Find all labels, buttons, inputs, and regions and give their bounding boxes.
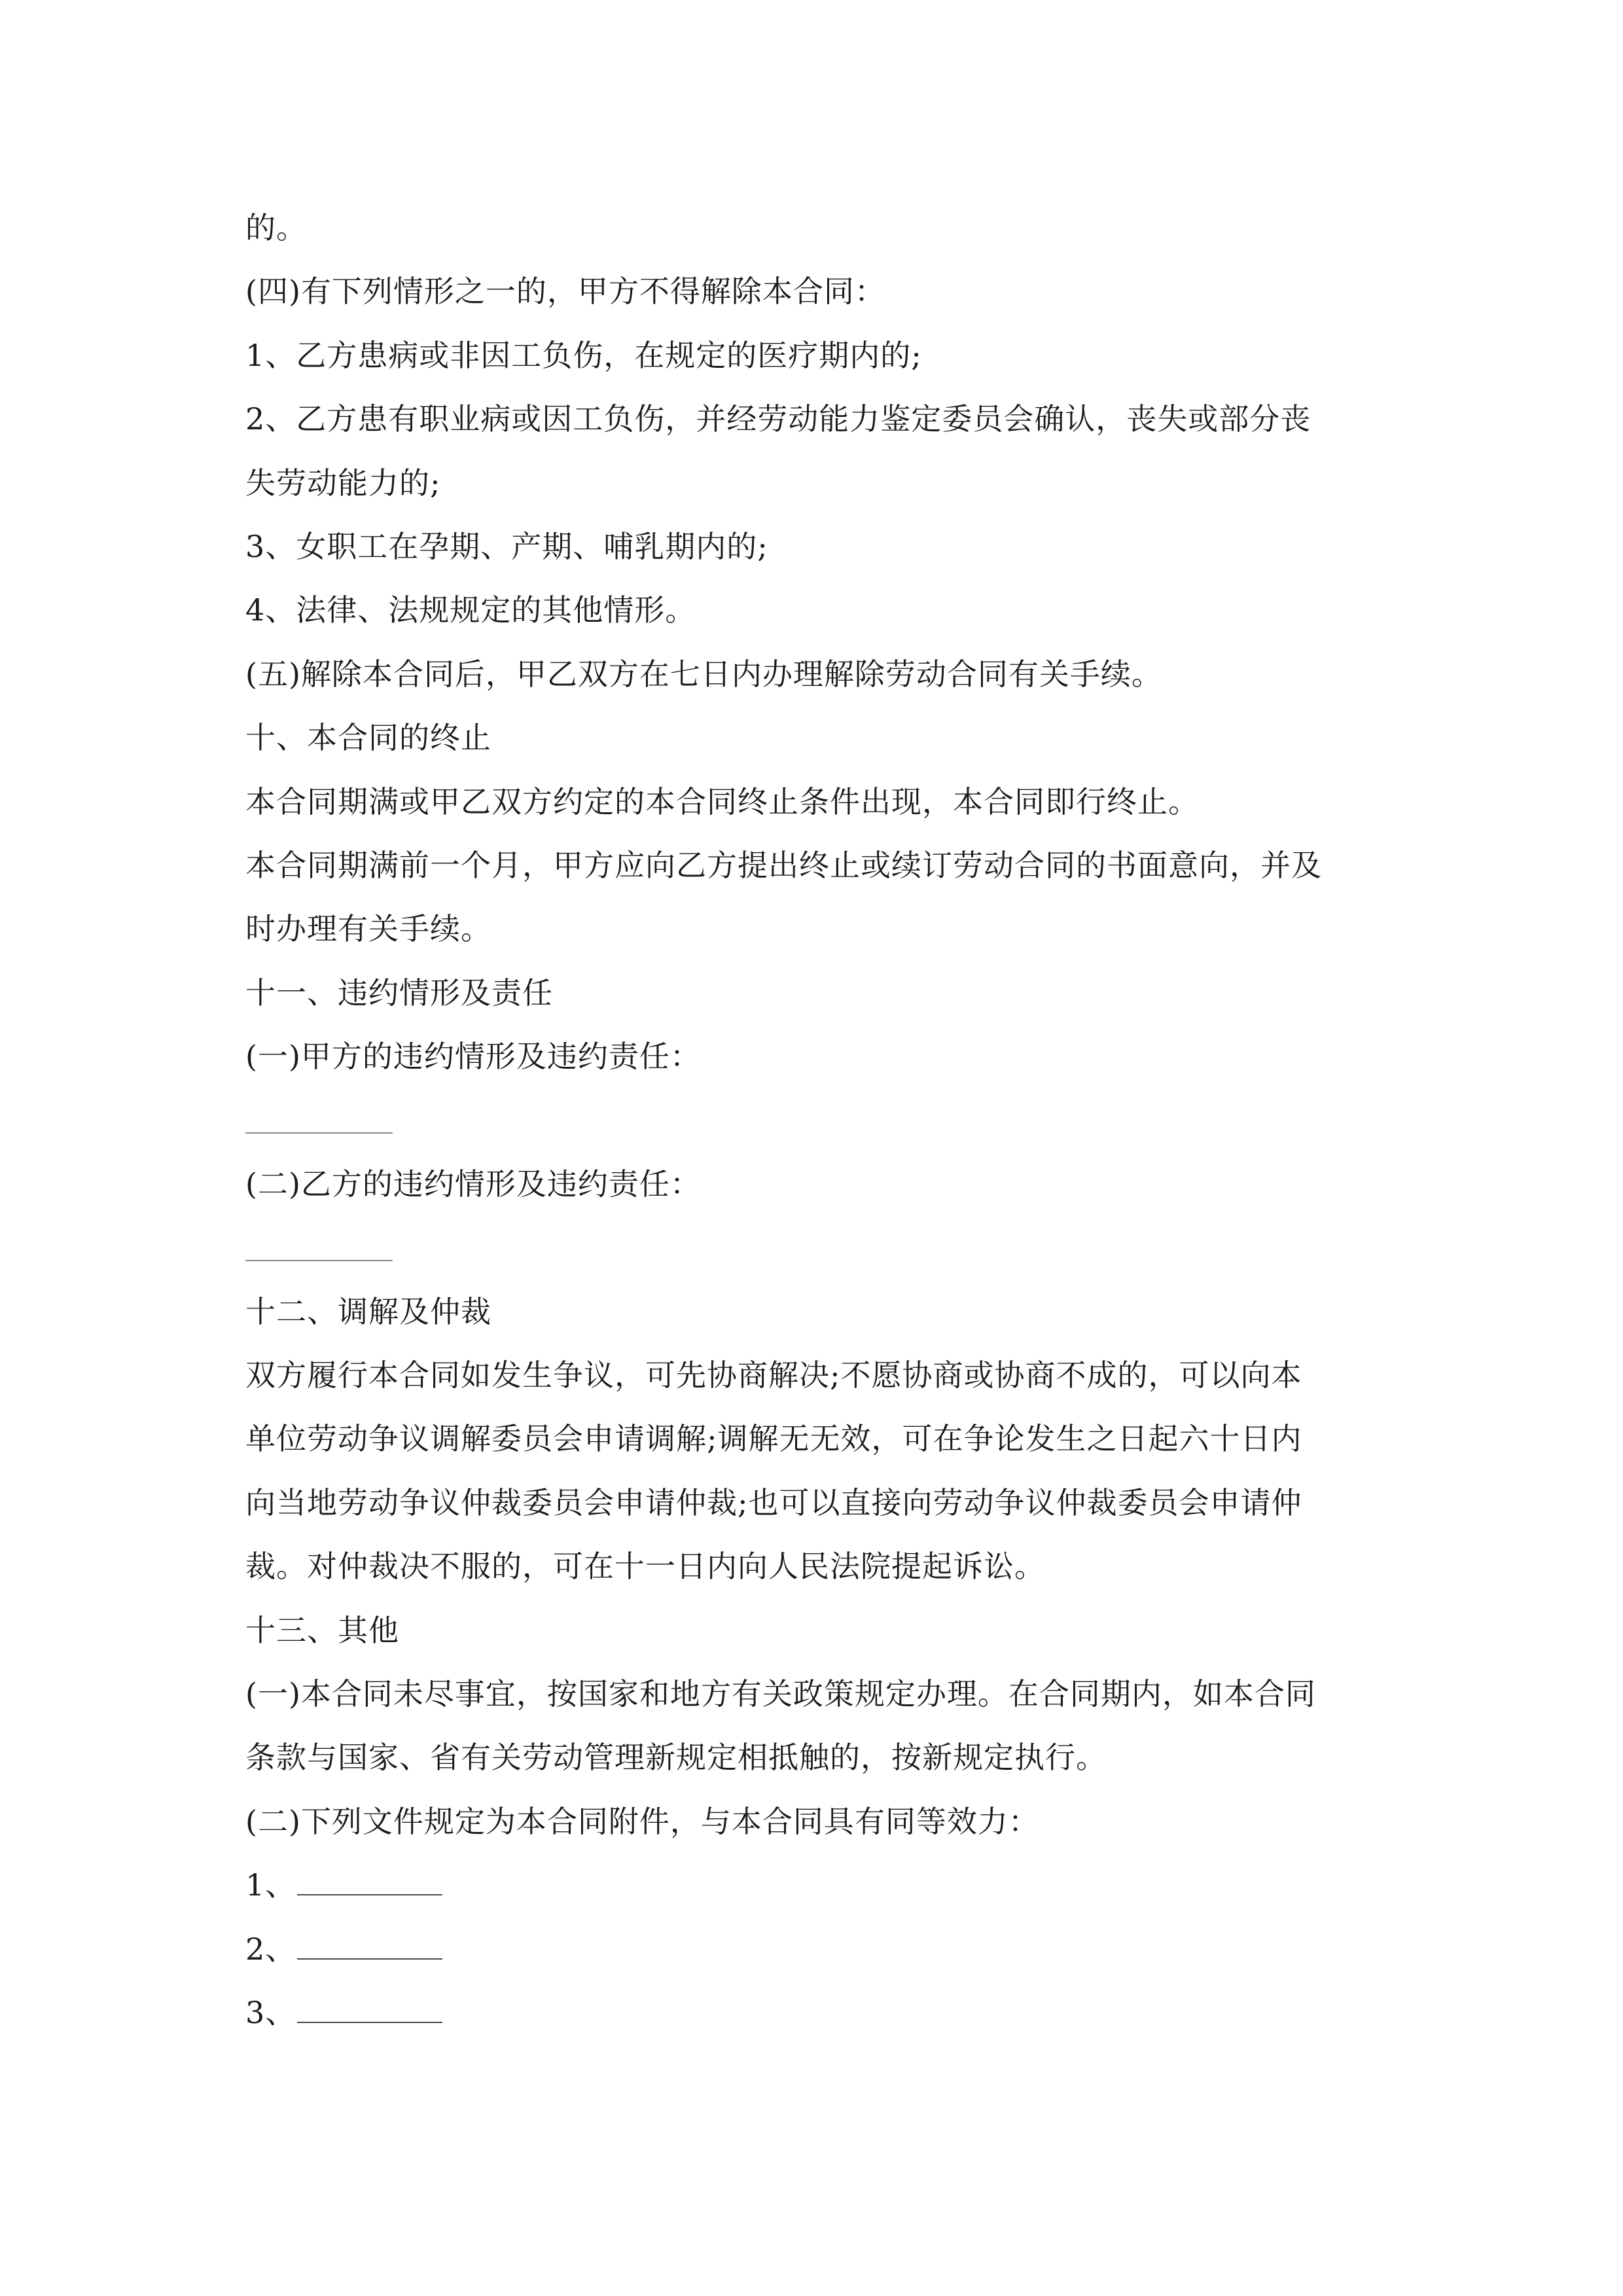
text-line: 条款与国家、省有关劳动管理新规定相抵触的，按新规定执行。	[245, 1740, 1107, 1776]
text-line: 时办理有关手续。	[245, 911, 491, 947]
list-item: 4、法律、法规规定的其他情形。	[245, 592, 696, 628]
text-line: 本合同期满或甲乙双方约定的本合同终止条件出现，本合同即行终止。	[245, 783, 1199, 819]
document-body	[245, 196, 1384, 2045]
list-item: 2、乙方患有职业病或因工负伤，并经劳动能力鉴定委员会确认，丧失或部分丧	[245, 401, 1311, 437]
list-item: 3、女职工在孕期、产期、哺乳期内的;	[245, 528, 768, 564]
attachment-number: 2、	[245, 1931, 296, 1967]
text-line: 本合同期满前一个月，甲方应向乙方提出终止或续订劳动合同的书面意向，并及	[245, 847, 1322, 883]
text-line: 失劳动能力的;	[245, 465, 441, 501]
attachment-number: 1、	[245, 1867, 296, 1903]
section-heading: 十、本合同的终止	[245, 720, 491, 756]
fill-in-blank	[245, 1216, 1384, 1280]
blank-underline	[245, 1260, 393, 1261]
text-line: 双方履行本合同如发生争议，可先协商解决;不愿协商或协商不成的，可以向本	[245, 1357, 1302, 1393]
section-heading: 十二、调解及仲裁	[245, 1293, 491, 1329]
blank-underline	[297, 1923, 442, 1960]
section-heading: 十一、违约情形及责任	[245, 975, 553, 1011]
clause-heading: (二)下列文件规定为本合同附件，与本合同具有同等效力：	[245, 1803, 1039, 1839]
clause-heading: (五)解除本合同后，甲乙双方在七日内办理解除劳动合同有关手续。	[245, 656, 1162, 692]
attachment-item	[245, 1981, 1384, 2045]
text-line: 单位劳动争议调解委员会申请调解;调解无无效，可在争论发生之日起六十日内	[245, 1421, 1302, 1457]
blank-underline	[245, 1132, 393, 1134]
list-item: 1、乙方患病或非因工负伤，在规定的医疗期内的;	[245, 337, 922, 373]
clause-heading: (一)甲方的违约情形及违约责任：	[245, 1039, 701, 1075]
blank-underline	[297, 1986, 442, 2023]
attachment-item	[245, 1854, 1384, 1917]
text-line: 裁。对仲裁决不服的，可在十一日内向人民法院提起诉讼。	[245, 1549, 1045, 1585]
section-heading: 十三、其他	[245, 1612, 399, 1648]
blank-underline	[297, 1859, 442, 1895]
fill-in-blank	[245, 1088, 1384, 1152]
attachment-item	[245, 1918, 1384, 1981]
clause-heading: (一)本合同未尽事宜，按国家和地方有关政策规定办理。在合同期内，如本合同	[245, 1676, 1316, 1712]
attachment-number: 3、	[245, 1994, 296, 2030]
text-line: 的。	[245, 210, 307, 245]
clause-heading: (四)有下列情形之一的，甲方不得解除本合同：	[245, 274, 885, 310]
text-line: 向当地劳动争议仲裁委员会申请仲裁;也可以直接向劳动争议仲裁委员会申请仲	[245, 1484, 1302, 1520]
clause-heading: (二)乙方的违约情形及违约责任：	[245, 1166, 701, 1202]
